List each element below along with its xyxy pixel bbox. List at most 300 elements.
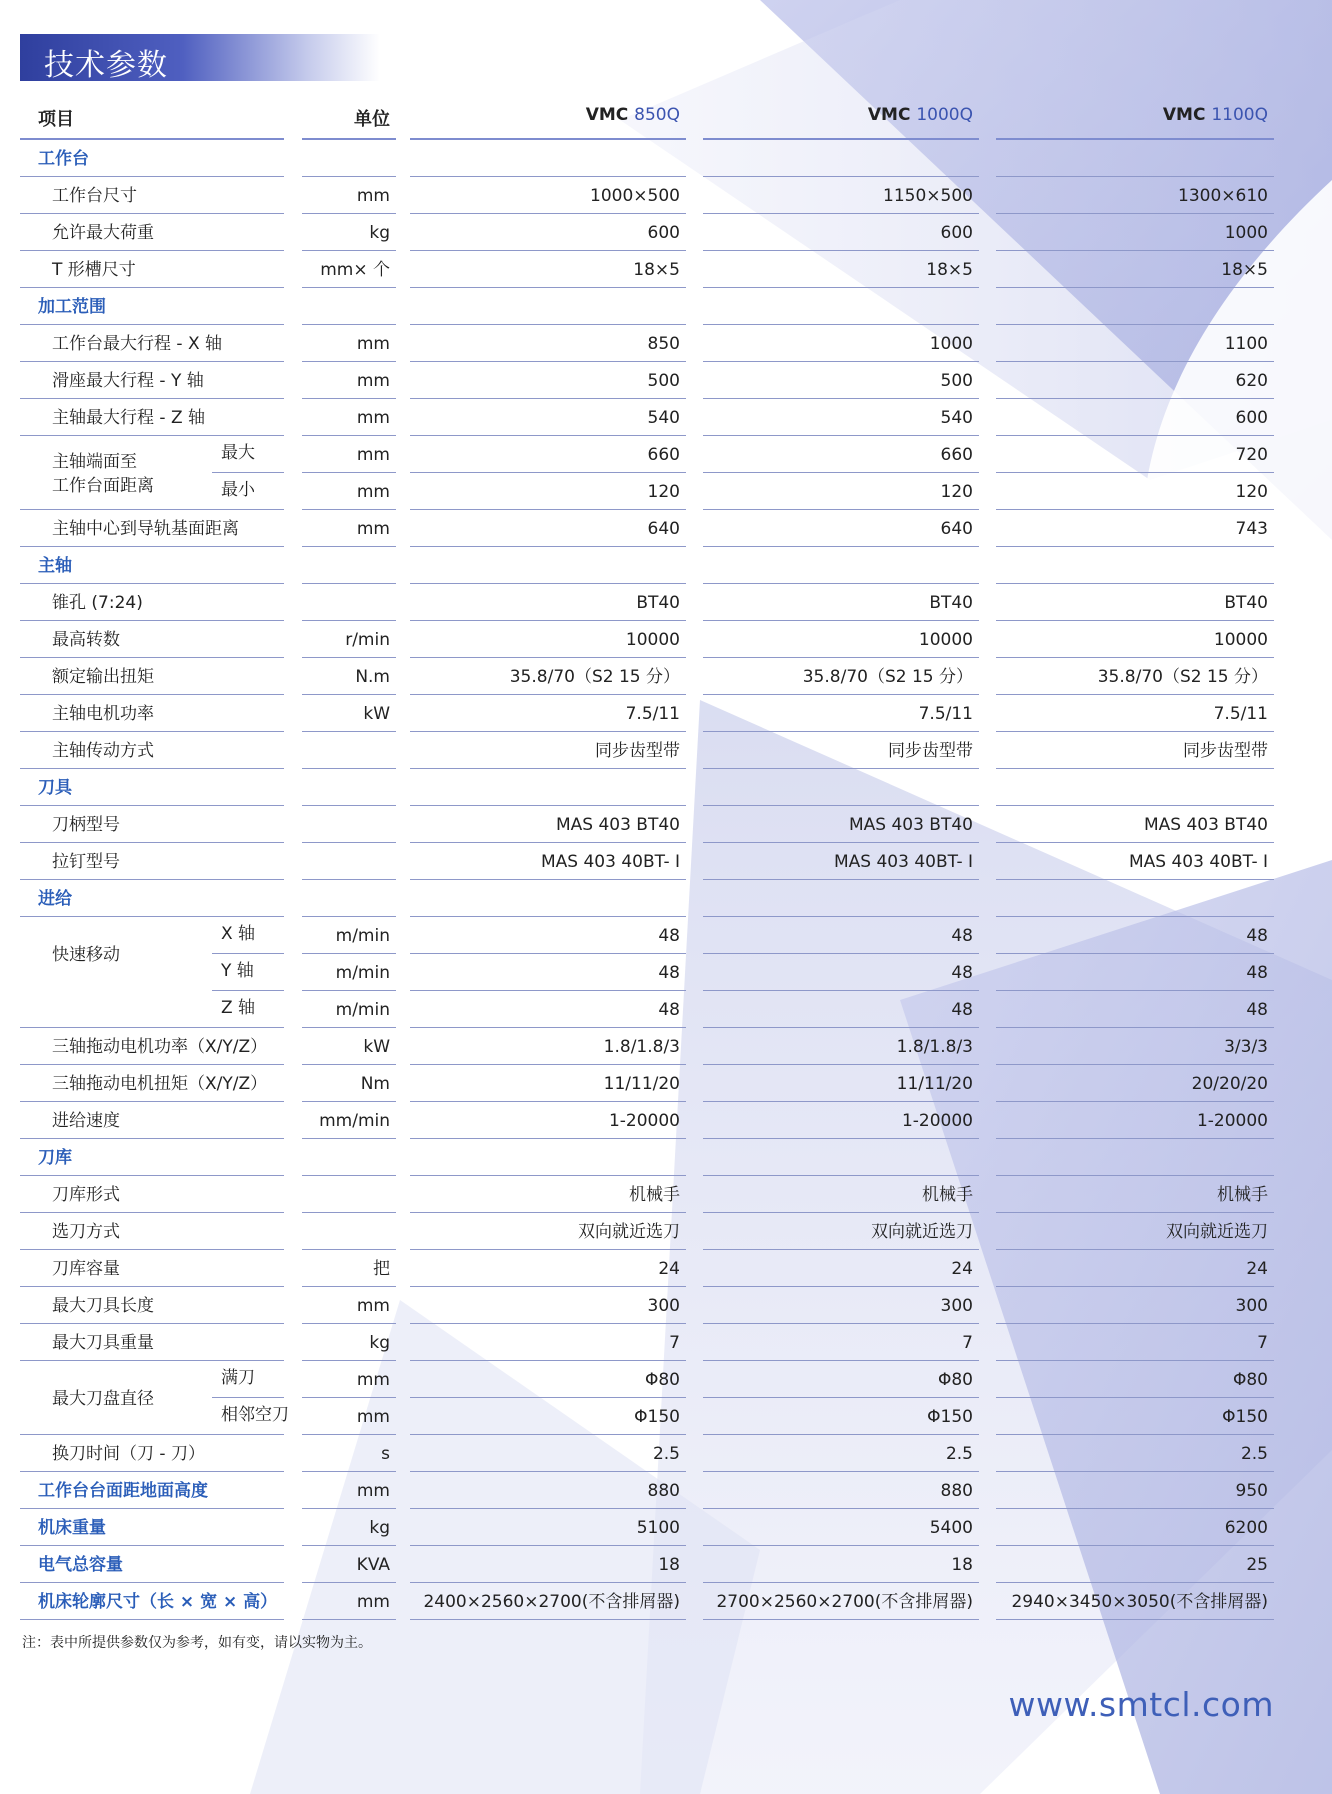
row-value: 48 bbox=[951, 1000, 973, 1020]
row-unit: mm bbox=[356, 371, 390, 391]
row-divider bbox=[996, 546, 1274, 547]
row-divider bbox=[996, 1175, 1274, 1176]
row-unit: mm bbox=[356, 1407, 390, 1427]
row-divider bbox=[996, 1397, 1274, 1398]
row-divider bbox=[996, 1212, 1274, 1213]
row-label: 最高转数 bbox=[52, 630, 120, 650]
row-label: 锥孔 (7:24) bbox=[52, 593, 143, 613]
row-divider bbox=[996, 361, 1274, 362]
section-heading: 刀具 bbox=[38, 778, 72, 798]
row-divider bbox=[410, 657, 686, 658]
row-value: 950 bbox=[1235, 1481, 1268, 1501]
row-divider bbox=[20, 805, 284, 806]
model-number: 850Q bbox=[634, 105, 680, 125]
row-divider bbox=[703, 916, 979, 917]
row-unit: mm bbox=[356, 1481, 390, 1501]
row-value: 850 bbox=[647, 334, 680, 354]
row-value: 35.8/70（S2 15 分） bbox=[509, 667, 680, 687]
row-divider bbox=[410, 731, 686, 732]
row-divider bbox=[410, 694, 686, 695]
section-heading: 加工范围 bbox=[38, 297, 106, 317]
row-divider bbox=[410, 398, 686, 399]
row-divider bbox=[996, 916, 1274, 917]
row-value: 743 bbox=[1235, 519, 1268, 539]
row-divider bbox=[20, 1508, 284, 1509]
row-value: 300 bbox=[940, 1296, 973, 1316]
row-divider bbox=[20, 879, 284, 880]
row-divider bbox=[302, 657, 396, 658]
row-divider bbox=[20, 1212, 284, 1213]
row-value: 48 bbox=[951, 926, 973, 946]
row-divider bbox=[302, 324, 396, 325]
row-value: 5100 bbox=[636, 1518, 680, 1538]
row-divider bbox=[996, 768, 1274, 769]
row-divider bbox=[302, 213, 396, 214]
row-value: 660 bbox=[940, 445, 973, 465]
row-value: 120 bbox=[647, 482, 680, 502]
row-divider bbox=[410, 1619, 686, 1620]
row-label: 额定输出扭矩 bbox=[52, 667, 154, 687]
row-divider bbox=[302, 176, 396, 177]
header-unit: 单位 bbox=[354, 109, 390, 130]
row-label: 滑座最大行程 - Y 轴 bbox=[52, 371, 204, 391]
row-value: 540 bbox=[940, 408, 973, 428]
row-value: 120 bbox=[1235, 482, 1268, 502]
row-divider bbox=[410, 1064, 686, 1065]
row-unit: kW bbox=[363, 1037, 390, 1057]
row-label: 电气总容量 bbox=[38, 1555, 123, 1575]
row-value: 7.5/11 bbox=[625, 704, 680, 724]
row-divider bbox=[20, 250, 284, 251]
row-label: 工作台尺寸 bbox=[52, 186, 137, 206]
row-divider bbox=[20, 1471, 284, 1472]
row-divider bbox=[410, 1471, 686, 1472]
row-value: 880 bbox=[940, 1481, 973, 1501]
row-divider bbox=[703, 472, 979, 473]
row-value: 1.8/1.8/3 bbox=[896, 1037, 973, 1057]
row-value: 10000 bbox=[918, 630, 973, 650]
row-divider bbox=[703, 990, 979, 991]
row-divider bbox=[302, 287, 396, 288]
row-unit bbox=[302, 733, 390, 769]
header-rule bbox=[410, 138, 686, 140]
row-unit: m/min bbox=[335, 963, 390, 983]
row-label: 工作台台面距地面高度 bbox=[38, 1481, 208, 1501]
row-divider bbox=[20, 1027, 284, 1028]
row-divider bbox=[996, 620, 1274, 621]
row-divider bbox=[410, 1212, 686, 1213]
row-divider bbox=[703, 805, 979, 806]
row-divider bbox=[996, 657, 1274, 658]
row-divider bbox=[20, 361, 284, 362]
row-divider bbox=[996, 842, 1274, 843]
row-divider bbox=[996, 1545, 1274, 1546]
row-divider bbox=[410, 805, 686, 806]
row-divider bbox=[410, 1508, 686, 1509]
row-divider bbox=[20, 546, 284, 547]
row-divider bbox=[20, 842, 284, 843]
row-unit: 把 bbox=[373, 1259, 390, 1279]
row-unit: m/min bbox=[335, 926, 390, 946]
row-divider bbox=[410, 916, 686, 917]
row-sub-label: Z 轴 bbox=[221, 998, 256, 1018]
row-divider bbox=[20, 583, 284, 584]
row-value: Φ150 bbox=[927, 1407, 973, 1427]
row-divider bbox=[703, 879, 979, 880]
row-value: MAS 403 BT40 bbox=[848, 815, 973, 835]
row-value: 35.8/70（S2 15 分） bbox=[1097, 667, 1268, 687]
row-value: 1100 bbox=[1224, 334, 1268, 354]
row-value: 300 bbox=[1235, 1296, 1268, 1316]
row-value: 1150×500 bbox=[883, 186, 973, 206]
row-divider bbox=[703, 1619, 979, 1620]
row-divider bbox=[410, 1397, 686, 1398]
row-divider bbox=[996, 1508, 1274, 1509]
row-sub-label: 相邻空刀 bbox=[221, 1405, 289, 1425]
row-divider bbox=[302, 509, 396, 510]
row-value: 7 bbox=[669, 1333, 680, 1353]
row-divider bbox=[302, 435, 396, 436]
row-divider bbox=[302, 916, 396, 917]
header-rule bbox=[302, 138, 396, 140]
row-label: 最大刀具重量 bbox=[52, 1333, 154, 1353]
row-value: 同步齿型带 bbox=[1183, 741, 1268, 761]
row-divider bbox=[302, 731, 396, 732]
row-unit: KVA bbox=[356, 1555, 390, 1575]
row-value: 18 bbox=[951, 1555, 973, 1575]
row-divider bbox=[20, 657, 284, 658]
row-unit: mm bbox=[356, 1592, 390, 1612]
row-value: 双向就近选刀 bbox=[1166, 1222, 1268, 1242]
row-label: 换刀时间（刀 - 刀） bbox=[52, 1444, 205, 1464]
row-value: 同步齿型带 bbox=[595, 741, 680, 761]
row-divider bbox=[20, 1286, 284, 1287]
row-label: 拉钉型号 bbox=[52, 852, 120, 872]
row-value: 11/11/20 bbox=[896, 1074, 973, 1094]
row-unit: mm bbox=[356, 445, 390, 465]
row-divider bbox=[410, 842, 686, 843]
row-value: 20/20/20 bbox=[1191, 1074, 1268, 1094]
row-divider bbox=[996, 324, 1274, 325]
row-label: 最大刀具长度 bbox=[52, 1296, 154, 1316]
model-prefix: VMC bbox=[1162, 105, 1212, 125]
row-divider bbox=[20, 731, 284, 732]
row-divider bbox=[410, 324, 686, 325]
row-divider bbox=[302, 953, 396, 954]
row-label: 主轴电机功率 bbox=[52, 704, 154, 724]
page-title: 技术参数 bbox=[44, 48, 168, 83]
row-divider bbox=[996, 176, 1274, 177]
row-label: 刀库形式 bbox=[52, 1185, 120, 1205]
row-value: Φ150 bbox=[1222, 1407, 1268, 1427]
row-divider bbox=[996, 953, 1274, 954]
row-divider bbox=[996, 1434, 1274, 1435]
row-divider bbox=[703, 1101, 979, 1102]
row-divider bbox=[20, 1545, 284, 1546]
row-label: 主轴中心到导轨基面距离 bbox=[52, 519, 239, 539]
row-divider bbox=[996, 879, 1274, 880]
row-label: 机床重量 bbox=[38, 1518, 106, 1538]
row-unit: mm bbox=[356, 334, 390, 354]
header-item: 项目 bbox=[38, 109, 74, 130]
row-value: 24 bbox=[658, 1259, 680, 1279]
section-heading: 工作台 bbox=[38, 149, 89, 169]
row-divider bbox=[410, 509, 686, 510]
row-label: 三轴拖动电机扭矩（X/Y/Z） bbox=[52, 1074, 268, 1094]
row-value: 540 bbox=[647, 408, 680, 428]
row-divider bbox=[302, 1138, 396, 1139]
row-unit: r/min bbox=[345, 630, 390, 650]
row-value: 1-20000 bbox=[901, 1111, 973, 1131]
row-divider bbox=[996, 287, 1274, 288]
row-divider bbox=[703, 768, 979, 769]
row-value: 620 bbox=[1235, 371, 1268, 391]
row-divider bbox=[996, 398, 1274, 399]
row-divider bbox=[410, 1286, 686, 1287]
row-divider bbox=[996, 1138, 1274, 1139]
row-value: 600 bbox=[1235, 408, 1268, 428]
section-heading: 刀库 bbox=[38, 1148, 72, 1168]
row-sub-label: 最大 bbox=[221, 443, 255, 463]
row-unit: mm bbox=[356, 519, 390, 539]
row-label: 机床轮廓尺寸（长 × 宽 × 高） bbox=[38, 1592, 278, 1612]
row-divider bbox=[302, 879, 396, 880]
row-divider bbox=[410, 879, 686, 880]
row-divider bbox=[302, 1286, 396, 1287]
row-divider bbox=[703, 213, 979, 214]
row-divider bbox=[703, 1360, 979, 1361]
row-divider bbox=[410, 176, 686, 177]
row-value: MAS 403 40BT- Ⅰ bbox=[540, 852, 680, 872]
row-divider bbox=[302, 1397, 396, 1398]
row-divider bbox=[996, 1286, 1274, 1287]
row-divider bbox=[20, 1175, 284, 1176]
header-model-1100q bbox=[996, 105, 1268, 135]
row-value: 1-20000 bbox=[1196, 1111, 1268, 1131]
row-value: 600 bbox=[647, 223, 680, 243]
row-divider bbox=[302, 546, 396, 547]
row-unit: mm/min bbox=[319, 1111, 390, 1131]
row-unit bbox=[302, 1177, 390, 1213]
row-divider bbox=[410, 1545, 686, 1546]
row-divider bbox=[703, 731, 979, 732]
title-banner bbox=[20, 34, 380, 81]
row-value: 48 bbox=[951, 963, 973, 983]
row-group-label: 最大刀盘直径 bbox=[52, 1389, 154, 1409]
row-unit: kW bbox=[363, 704, 390, 724]
row-divider bbox=[703, 1323, 979, 1324]
row-divider bbox=[302, 842, 396, 843]
row-sub-label: 满刀 bbox=[221, 1368, 255, 1388]
row-divider bbox=[20, 509, 284, 510]
row-divider bbox=[703, 324, 979, 325]
row-divider bbox=[703, 1212, 979, 1213]
row-value: 同步齿型带 bbox=[888, 741, 973, 761]
row-divider bbox=[703, 546, 979, 547]
row-unit bbox=[302, 585, 390, 621]
row-divider bbox=[410, 1323, 686, 1324]
row-label: 三轴拖动电机功率（X/Y/Z） bbox=[52, 1037, 268, 1057]
row-divider bbox=[410, 1582, 686, 1583]
row-value: 24 bbox=[1246, 1259, 1268, 1279]
row-value: 6200 bbox=[1224, 1518, 1268, 1538]
row-divider bbox=[302, 768, 396, 769]
row-group-label: 快速移动 bbox=[52, 945, 120, 965]
row-divider bbox=[302, 620, 396, 621]
row-divider bbox=[302, 1360, 396, 1361]
row-value: BT40 bbox=[1224, 593, 1268, 613]
row-divider bbox=[703, 435, 979, 436]
row-divider bbox=[410, 768, 686, 769]
row-value: 机械手 bbox=[629, 1185, 680, 1205]
row-value: MAS 403 BT40 bbox=[555, 815, 680, 835]
row-unit: Nm bbox=[360, 1074, 390, 1094]
row-divider bbox=[703, 657, 979, 658]
row-value: 1-20000 bbox=[608, 1111, 680, 1131]
row-divider bbox=[410, 361, 686, 362]
row-divider bbox=[20, 287, 284, 288]
row-divider bbox=[302, 1323, 396, 1324]
row-divider bbox=[20, 213, 284, 214]
row-divider bbox=[410, 990, 686, 991]
row-value: 24 bbox=[951, 1259, 973, 1279]
row-value: 48 bbox=[658, 963, 680, 983]
row-divider bbox=[302, 1212, 396, 1213]
row-divider bbox=[302, 1064, 396, 1065]
row-divider bbox=[302, 472, 396, 473]
row-divider bbox=[996, 1323, 1274, 1324]
row-divider bbox=[410, 1434, 686, 1435]
row-value: 500 bbox=[940, 371, 973, 391]
row-group-label: 主轴端面至 工作台面距离 bbox=[52, 452, 154, 496]
header-rule bbox=[703, 138, 979, 140]
row-divider bbox=[703, 509, 979, 510]
header-model-1000q bbox=[703, 105, 973, 135]
row-divider bbox=[20, 398, 284, 399]
row-unit: kg bbox=[369, 223, 390, 243]
row-value: 120 bbox=[940, 482, 973, 502]
row-divider bbox=[302, 398, 396, 399]
row-divider bbox=[410, 546, 686, 547]
row-divider bbox=[20, 1138, 284, 1139]
row-value: 1.8/1.8/3 bbox=[603, 1037, 680, 1057]
model-number: 1000Q bbox=[916, 105, 973, 125]
row-label: 主轴最大行程 - Z 轴 bbox=[52, 408, 205, 428]
row-value: 11/11/20 bbox=[603, 1074, 680, 1094]
row-divider bbox=[302, 1175, 396, 1176]
row-value: MAS 403 40BT- Ⅰ bbox=[833, 852, 973, 872]
row-value: 18×5 bbox=[633, 260, 680, 280]
row-unit: kg bbox=[369, 1333, 390, 1353]
row-divider bbox=[996, 583, 1274, 584]
row-divider bbox=[996, 1360, 1274, 1361]
row-divider bbox=[703, 250, 979, 251]
row-value: 48 bbox=[658, 926, 680, 946]
row-sub-label: 最小 bbox=[221, 480, 255, 500]
row-divider bbox=[302, 250, 396, 251]
row-value: 880 bbox=[647, 1481, 680, 1501]
row-value: 35.8/70（S2 15 分） bbox=[802, 667, 973, 687]
row-unit bbox=[302, 844, 390, 880]
website-url[interactable]: www.smtcl.com bbox=[1008, 1685, 1274, 1724]
model-number: 1100Q bbox=[1211, 105, 1268, 125]
row-divider bbox=[410, 1360, 686, 1361]
row-unit: kg bbox=[369, 1518, 390, 1538]
row-divider bbox=[703, 1508, 979, 1509]
row-value: 10000 bbox=[625, 630, 680, 650]
row-value: 18×5 bbox=[926, 260, 973, 280]
row-value: 48 bbox=[1246, 926, 1268, 946]
row-unit: mm bbox=[356, 1370, 390, 1390]
row-divider bbox=[996, 805, 1274, 806]
row-unit: mm bbox=[356, 186, 390, 206]
row-divider bbox=[703, 1545, 979, 1546]
row-divider bbox=[703, 1397, 979, 1398]
row-unit: mm bbox=[356, 482, 390, 502]
row-divider bbox=[302, 805, 396, 806]
row-divider bbox=[996, 1027, 1274, 1028]
row-value: 2700×2560×2700(不含排屑器) bbox=[716, 1592, 973, 1612]
row-value: 7 bbox=[962, 1333, 973, 1353]
row-value: 2.5 bbox=[1240, 1444, 1268, 1464]
row-divider bbox=[302, 1027, 396, 1028]
row-divider bbox=[20, 1064, 284, 1065]
row-divider bbox=[703, 1582, 979, 1583]
row-divider bbox=[703, 953, 979, 954]
row-divider bbox=[996, 990, 1274, 991]
row-divider bbox=[302, 1101, 396, 1102]
row-divider bbox=[20, 176, 284, 177]
row-value: 1000 bbox=[1224, 223, 1268, 243]
row-divider bbox=[410, 287, 686, 288]
row-value: 300 bbox=[647, 1296, 680, 1316]
row-divider bbox=[302, 361, 396, 362]
row-divider bbox=[996, 694, 1274, 695]
row-divider bbox=[410, 435, 686, 436]
row-value: MAS 403 40BT- Ⅰ bbox=[1128, 852, 1268, 872]
row-divider bbox=[20, 620, 284, 621]
row-divider bbox=[996, 1582, 1274, 1583]
row-value: Φ80 bbox=[937, 1370, 973, 1390]
row-value: 660 bbox=[647, 445, 680, 465]
row-divider bbox=[996, 472, 1274, 473]
row-value: Φ80 bbox=[1232, 1370, 1268, 1390]
row-divider bbox=[703, 176, 979, 177]
row-divider bbox=[410, 1027, 686, 1028]
row-value: 2940×3450×3050(不含排屑器) bbox=[1011, 1592, 1268, 1612]
row-value: BT40 bbox=[636, 593, 680, 613]
row-value: 2.5 bbox=[945, 1444, 973, 1464]
row-divider bbox=[703, 1064, 979, 1065]
row-divider bbox=[996, 435, 1274, 436]
row-value: 640 bbox=[940, 519, 973, 539]
row-unit: m/min bbox=[335, 1000, 390, 1020]
row-unit: mm bbox=[356, 408, 390, 428]
row-divider bbox=[20, 1323, 284, 1324]
row-divider bbox=[703, 1027, 979, 1028]
row-label: 进给速度 bbox=[52, 1111, 120, 1131]
row-label: 主轴传动方式 bbox=[52, 741, 154, 761]
row-value: 1000×500 bbox=[590, 186, 680, 206]
row-value: 5400 bbox=[929, 1518, 973, 1538]
row-label: 刀柄型号 bbox=[52, 815, 120, 835]
row-sub-label: X 轴 bbox=[221, 924, 256, 944]
header-rule bbox=[20, 138, 284, 140]
row-divider bbox=[410, 250, 686, 251]
row-divider bbox=[996, 1101, 1274, 1102]
row-divider bbox=[410, 1249, 686, 1250]
row-value: Φ80 bbox=[644, 1370, 680, 1390]
